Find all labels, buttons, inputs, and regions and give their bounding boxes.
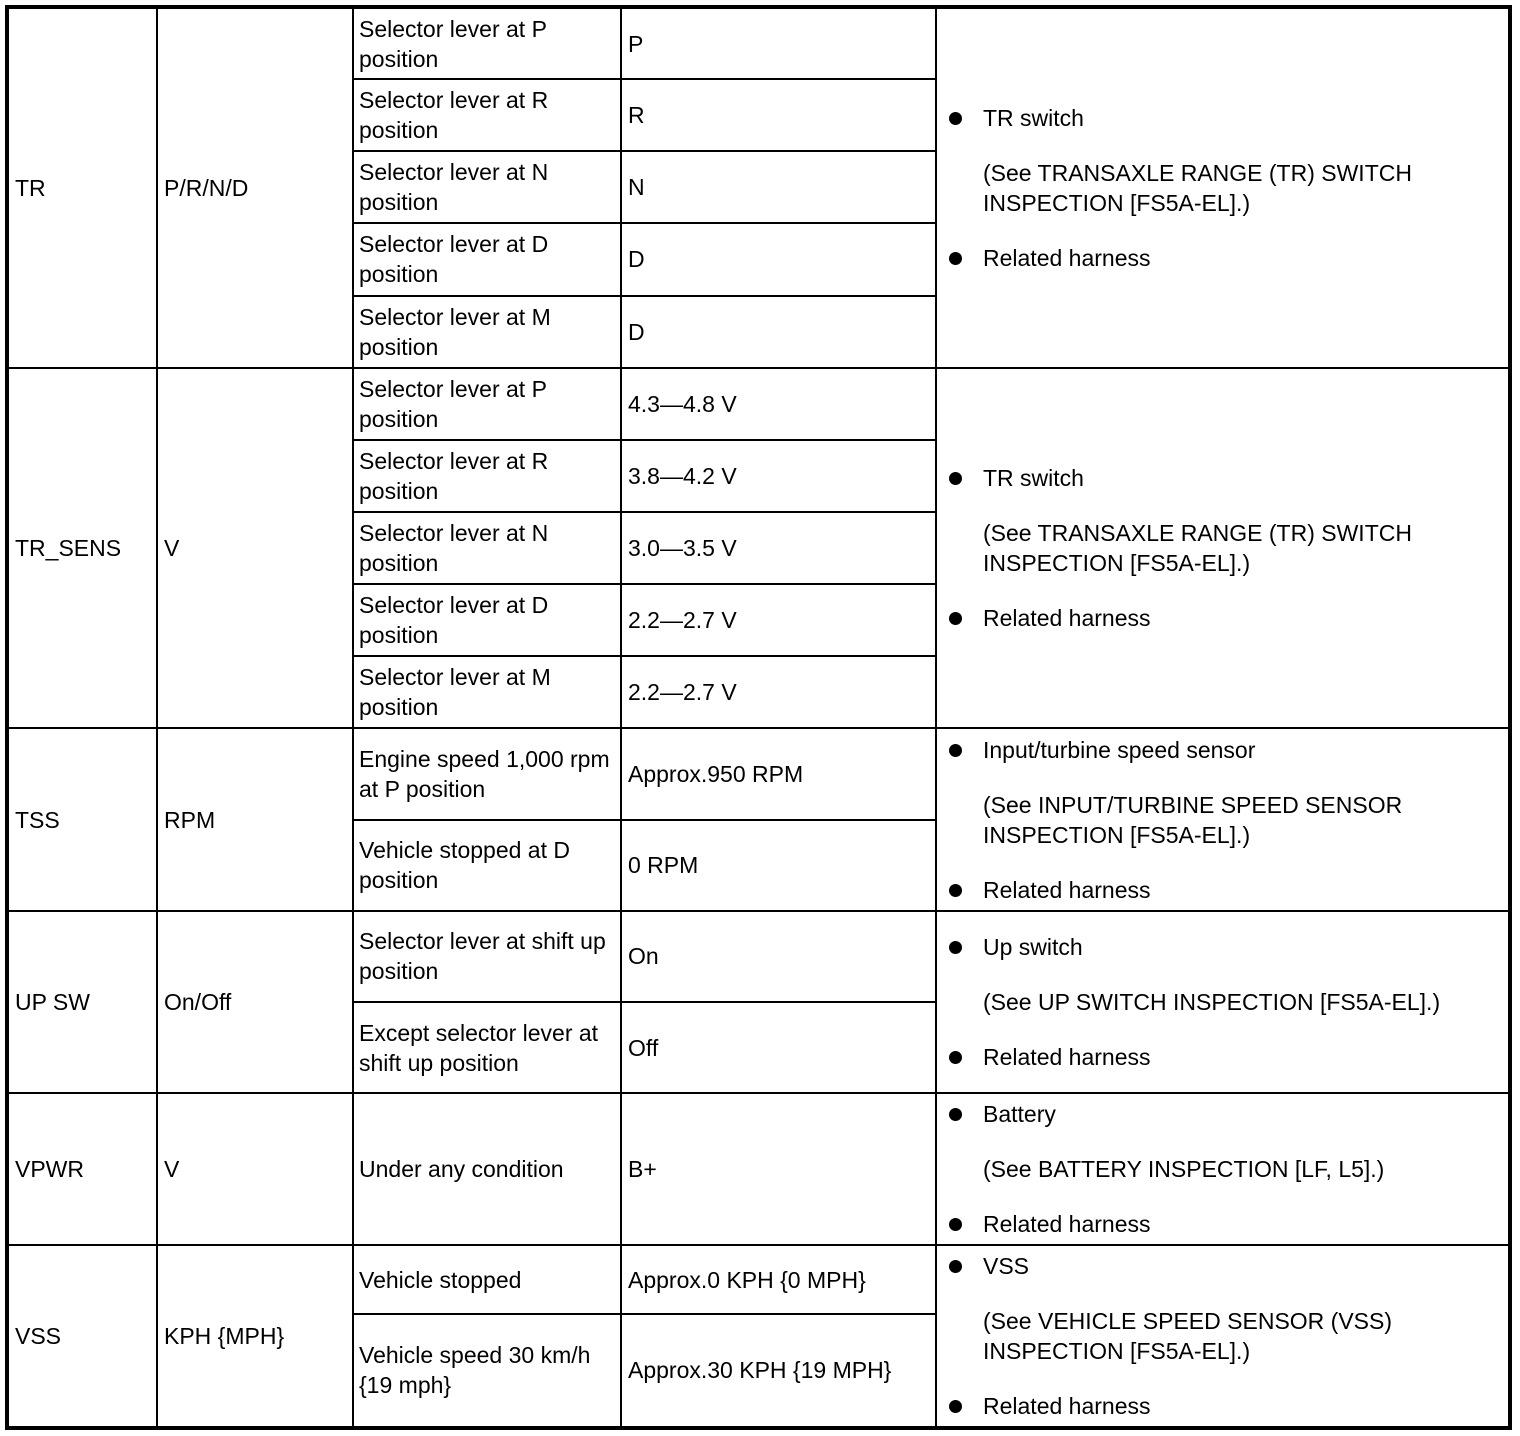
inspection-reference: (See INPUT/TURBINE SPEED SENSOR INSPECTION [FS5A-EL].) — [983, 791, 1403, 848]
check-item-harness — [983, 243, 1498, 273]
harness-text: Related harness — [983, 1043, 1151, 1070]
inspection-reference: (See VEHICLE SPEED SENSOR (VSS) INSPECTION [FS5A-EL].) — [983, 1308, 1393, 1365]
value-cell: D — [621, 296, 936, 368]
check-item-cell — [936, 728, 1510, 910]
bullet-icon — [949, 941, 962, 954]
condition-cell: Selector lever at P position — [353, 7, 621, 79]
condition-cell: Under any condition — [353, 1093, 621, 1245]
value-cell: 3.0—3.5 V — [621, 512, 936, 584]
value-cell: Approx.30 KPH {19 MPH} — [621, 1314, 936, 1428]
check-item — [983, 103, 1498, 133]
inspection-reference: (See TRANSAXLE RANGE (TR) SWITCH INSPECTION [FS5A-EL].) — [983, 520, 1412, 577]
condition-cell: Engine speed 1,000 rpm at P position — [353, 728, 621, 819]
condition-cell: Vehicle stopped — [353, 1245, 621, 1313]
condition-cell: Selector lever at N position — [353, 512, 621, 584]
check-item — [983, 1251, 1498, 1281]
bullet-icon — [949, 884, 962, 897]
check-item-harness — [983, 1209, 1498, 1239]
harness-text: Related harness — [983, 1393, 1151, 1420]
pid-unit: P/R/N/D — [157, 7, 353, 368]
check-item-cell — [936, 1245, 1510, 1428]
condition-cell: Selector lever at shift up position — [353, 911, 621, 1002]
value-cell: 2.2—2.7 V — [621, 656, 936, 728]
pid-name: UP SW — [7, 911, 157, 1093]
check-item-harness — [983, 603, 1498, 633]
condition-cell: Vehicle speed 30 km/h {19 mph} — [353, 1314, 621, 1428]
value-cell: 3.8—4.2 V — [621, 440, 936, 512]
check-item-text: Input/turbine speed sensor — [983, 736, 1256, 763]
value-cell: B+ — [621, 1093, 936, 1245]
harness-text: Related harness — [983, 876, 1151, 903]
condition-cell: Except selector lever at shift up position — [353, 1002, 621, 1093]
table-row — [7, 7, 1510, 79]
pid-name: VPWR — [7, 1093, 157, 1245]
bullet-icon — [949, 1108, 962, 1121]
check-item-cell — [936, 7, 1510, 368]
check-item-cell — [936, 911, 1510, 1093]
pid-unit: RPM — [157, 728, 353, 910]
bullet-icon — [949, 744, 962, 757]
pid-unit: On/Off — [157, 911, 353, 1093]
check-item-text: TR switch — [983, 465, 1084, 492]
condition-cell: Vehicle stopped at D position — [353, 820, 621, 911]
condition-cell: Selector lever at D position — [353, 584, 621, 656]
bullet-icon — [949, 1218, 962, 1231]
table-row — [7, 911, 1510, 1002]
pid-monitor-table — [5, 5, 1512, 1430]
pid-name: TR_SENS — [7, 368, 157, 729]
value-cell: P — [621, 7, 936, 79]
bullet-icon — [949, 1260, 962, 1273]
check-item — [983, 735, 1498, 765]
inspection-reference: (See TRANSAXLE RANGE (TR) SWITCH INSPECTION [FS5A-EL].) — [983, 159, 1412, 216]
pid-unit: KPH {MPH} — [157, 1245, 353, 1428]
harness-text: Related harness — [983, 605, 1151, 632]
check-item-harness — [983, 1042, 1498, 1072]
value-cell: On — [621, 911, 936, 1002]
condition-cell: Selector lever at D position — [353, 223, 621, 295]
harness-text: Related harness — [983, 1211, 1151, 1238]
value-cell: 2.2—2.7 V — [621, 584, 936, 656]
check-item-harness — [983, 875, 1498, 905]
check-item-cell — [936, 1093, 1510, 1245]
table-row — [7, 728, 1510, 819]
check-item-text: Battery — [983, 1101, 1056, 1128]
check-item-cell — [936, 368, 1510, 729]
bullet-icon — [949, 252, 962, 265]
inspection-reference: (See UP SWITCH INSPECTION [FS5A-EL].) — [983, 988, 1441, 1015]
bullet-icon — [949, 612, 962, 625]
bullet-icon — [949, 472, 962, 485]
value-cell: Off — [621, 1002, 936, 1093]
pid-unit: V — [157, 368, 353, 729]
harness-text: Related harness — [983, 244, 1151, 271]
bullet-icon — [949, 112, 962, 125]
pid-name: TR — [7, 7, 157, 368]
condition-cell: Selector lever at M position — [353, 296, 621, 368]
pid-name: TSS — [7, 728, 157, 910]
check-item-text: VSS — [983, 1253, 1030, 1280]
condition-cell: Selector lever at M position — [353, 656, 621, 728]
value-cell: D — [621, 223, 936, 295]
table-row — [7, 1093, 1510, 1245]
table-row — [7, 368, 1510, 440]
value-cell: Approx.0 KPH {0 MPH} — [621, 1245, 936, 1313]
value-cell: 0 RPM — [621, 820, 936, 911]
value-cell: 4.3—4.8 V — [621, 368, 936, 440]
condition-cell: Selector lever at P position — [353, 368, 621, 440]
check-item-text: Up switch — [983, 933, 1083, 960]
check-item — [983, 1099, 1498, 1129]
pid-unit: V — [157, 1093, 353, 1245]
bullet-icon — [949, 1051, 962, 1064]
check-item-text: TR switch — [983, 104, 1084, 131]
check-item — [983, 932, 1498, 962]
value-cell: N — [621, 151, 936, 223]
check-item-harness — [983, 1391, 1498, 1421]
condition-cell: Selector lever at R position — [353, 79, 621, 151]
check-item — [983, 463, 1498, 493]
value-cell: R — [621, 79, 936, 151]
bullet-icon — [949, 1400, 962, 1413]
value-cell: Approx.950 RPM — [621, 728, 936, 819]
condition-cell: Selector lever at N position — [353, 151, 621, 223]
pid-name: VSS — [7, 1245, 157, 1428]
condition-cell: Selector lever at R position — [353, 440, 621, 512]
inspection-reference: (See BATTERY INSPECTION [LF, L5].) — [983, 1156, 1385, 1183]
table-row — [7, 1245, 1510, 1313]
